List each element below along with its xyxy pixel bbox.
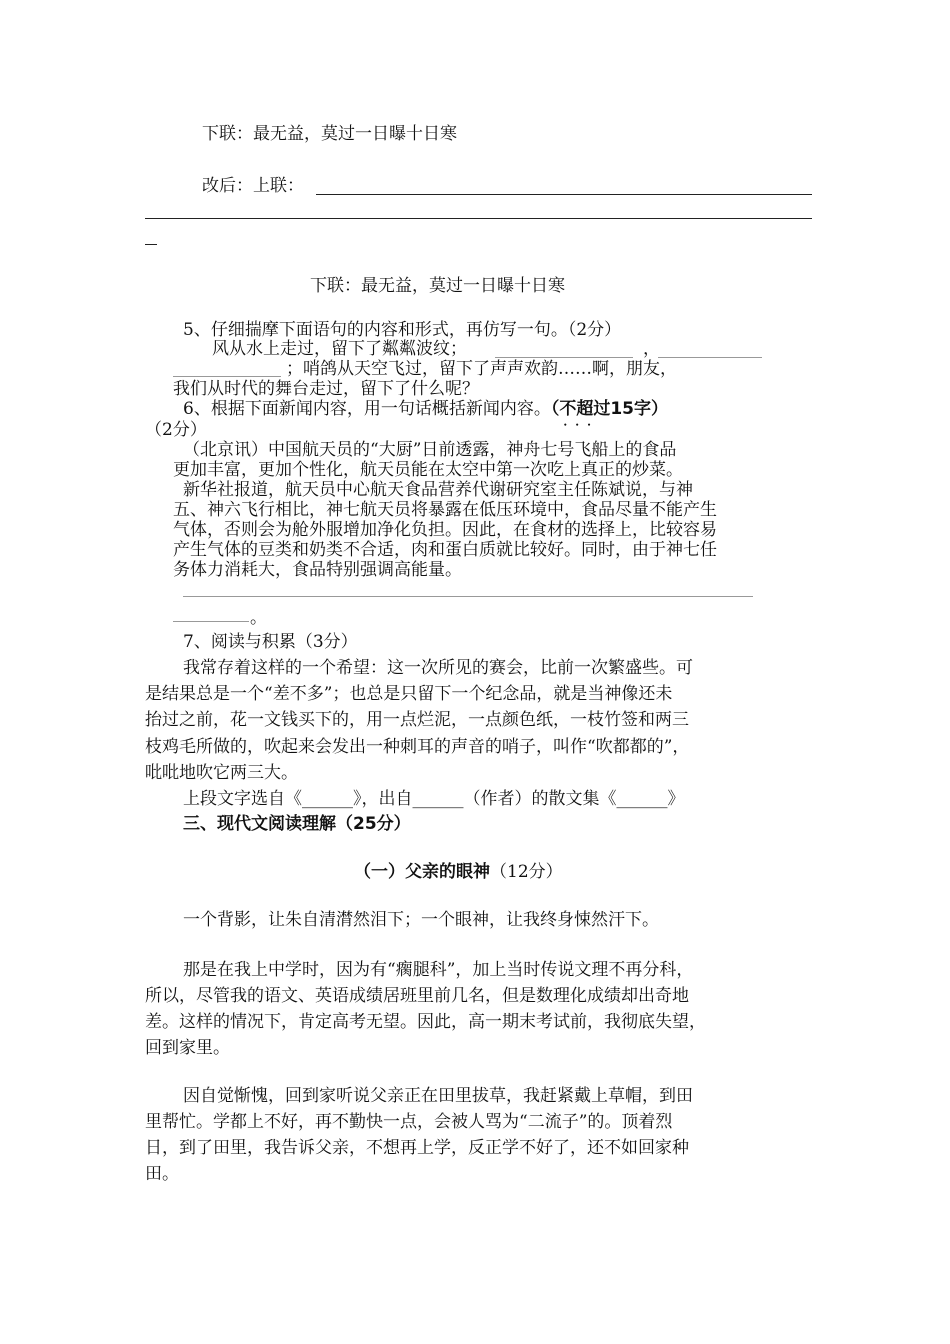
- couplet-lower-line-1: 下联：最无益，莫过一日曝十日寒: [202, 124, 457, 144]
- q7-passage-line-4: 枝鸡毛所做的，吹起来会发出一种刺耳的声音的哨子，叫作“吹都都的”，: [145, 737, 690, 757]
- q5-blank-1[interactable]: [495, 357, 633, 358]
- revised-upper-label: [202, 176, 304, 196]
- q6-p2-line-5: 务体力消耗大，食品特别强调高能量。: [173, 560, 462, 580]
- q6-limit-emphasis: 不超过 • • •: [559, 399, 610, 419]
- section3-p2-line-4: 回到家里。: [145, 1038, 230, 1058]
- q7-passage-line-3: 抬过之前，花一文钱买下的，用一点烂泥，一点颜色纸，一枝竹签和两三: [145, 710, 689, 730]
- q6-p2-line-3: 气体，否则会为舱外服增加净化负担。因此，在食材的选择上，比较容易: [173, 520, 717, 540]
- q5-title: 5、仔细揣摩下面语句的内容和形式，再仿写一句。（2分）: [183, 320, 622, 340]
- q6-title-text: 6、根据下面新闻内容，用一句话概括新闻内容。: [183, 399, 551, 419]
- section3-p3-line-2: 里帮忙。学都上不好，再不勤快一点，会被人骂为“二流子”的。顶着烈: [145, 1112, 673, 1132]
- section3-p2-line-1: 那是在我上中学时，因为有“瘸腿科”，加上当时传说文理不再分科，: [183, 960, 694, 980]
- q5-line-2: ；哨鸽从天空飞过，留下了声声欢韵……啊，朋友，: [286, 359, 677, 379]
- q5-line-1-text: 风从水上走过，留下了粼粼波纹；: [212, 339, 467, 359]
- q6-p2-line-4: 产生气体的豆类和奶类不合适，肉和蛋白质就比较好。同时，由于神七任: [173, 540, 717, 560]
- q6-score: （2分）: [145, 420, 207, 440]
- section3-title: 三、现代文阅读理解（25分）: [183, 814, 411, 834]
- section3-p2-line-3: 差。这样的情况下，肯定高考无望。因此，高一期末考试前，我彻底失望，: [145, 1012, 706, 1032]
- section3-p3-line-3: 日，到了田里，我告诉父亲，不想再上学，反正学不好了，还不如回家种: [145, 1138, 689, 1158]
- q6-limit-rest: 15字）: [610, 399, 668, 419]
- q6-answer-line-2[interactable]: [173, 621, 249, 622]
- section3-subtitle: [354, 862, 563, 882]
- q7-passage-line-5: 吡吡地吹它两三大。: [145, 763, 298, 783]
- q7-fill-blank: 上段文字选自《______》，出自______（作者）的散文集《______》: [183, 789, 685, 809]
- section3-p3-line-1: 因自觉惭愧，回到家听说父亲正在田里拔草，我赶紧戴上草帽，到田: [183, 1086, 693, 1106]
- section3-p2-line-2: 所以，尽管我的语文、英语成绩居班里前几名，但是数理化成绩却出奇地: [145, 986, 689, 1006]
- q6-title: [183, 399, 668, 419]
- q6-answer-line-1[interactable]: [183, 596, 753, 597]
- couplet-lower-line-2: 下联：最无益，莫过一日曝十日寒: [310, 276, 565, 296]
- revised-upper-label-text: 改后：上联：: [202, 176, 304, 196]
- q5-line-3: 我们从时代的舞台走过，留下了什么呢？: [173, 379, 479, 399]
- q6-p2-line-2: 五、神六飞行相比，神七航天员将暴露在低压环境中，食品尽量不能产生: [173, 500, 717, 520]
- answer-line-revised-3[interactable]: [145, 244, 157, 245]
- q5-blank-3[interactable]: [173, 376, 281, 377]
- q6-answer-end: 。: [250, 608, 267, 628]
- q6-p1-line-1: （北京讯）中国航天员的“大厨”日前透露，神舟七号飞船上的食品: [183, 440, 677, 460]
- q6-limit-open: （: [550, 399, 560, 419]
- q6-p2-line-1: 新华社报道，航天员中心航天食品营养代谢研究室主任陈斌说，与神: [183, 480, 693, 500]
- q6-p1-line-2: 更加丰富，更加个性化，航天员能在太空中第一次吃上真正的炒菜。: [173, 460, 683, 480]
- q5-line-1-sep: ，: [643, 339, 660, 359]
- answer-line-revised-2[interactable]: [145, 218, 812, 219]
- answer-line-revised-1[interactable]: [316, 194, 812, 195]
- section3-p1: 一个背影，让朱自清潸然泪下；一个眼神，让我终身悚然汗下。: [183, 910, 659, 930]
- q5-line-1: [212, 339, 467, 359]
- section3-subtitle-score: （12分）: [490, 862, 563, 882]
- q7-passage-line-2: 是结果总是一个“差不多”；也总是只留下一个纪念品，就是当神像还未: [145, 684, 673, 704]
- q7-title: 7、阅读与积累（3分）: [183, 632, 358, 652]
- section3-subtitle-bold: （一）父亲的眼神: [354, 862, 490, 882]
- q7-passage-line-1: 我常存着这样的一个希望：这一次所见的赛会，比前一次繁盛些。可: [183, 658, 693, 678]
- section3-p3-line-4: 田。: [145, 1164, 179, 1184]
- q5-blank-2[interactable]: [658, 357, 762, 358]
